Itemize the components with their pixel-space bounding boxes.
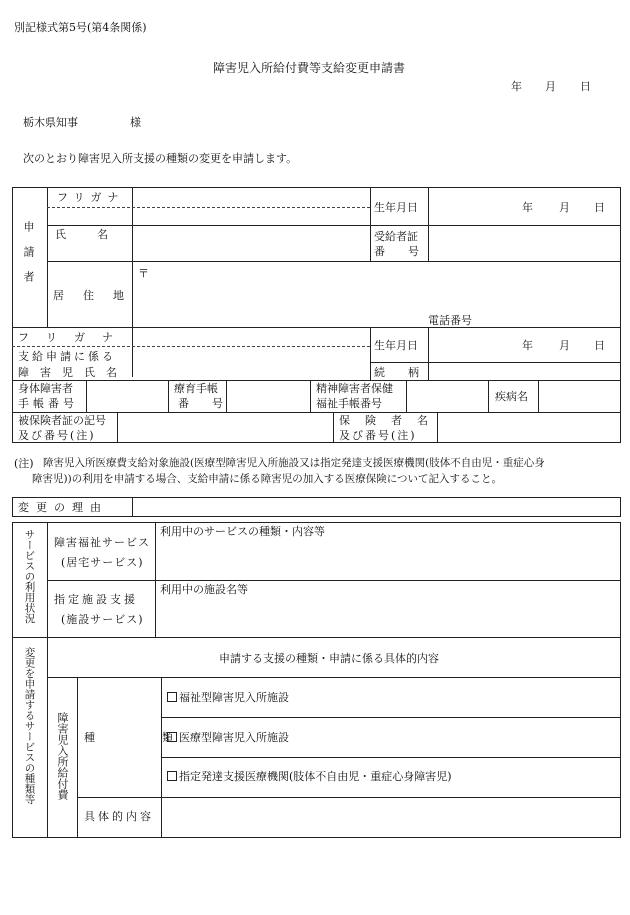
facility-support-label: 指定施設支援 bbox=[54, 593, 138, 606]
details-label: 具体的内容 bbox=[84, 810, 154, 823]
applicant-birth-day: 日 bbox=[594, 201, 605, 214]
page-title: 障害児入所給付費等支給変更申請書 bbox=[213, 61, 406, 75]
insured-label-2: 及び番号(注) bbox=[18, 429, 96, 442]
disease-label: 疾病名 bbox=[495, 390, 528, 403]
checkbox-icon[interactable] bbox=[167, 692, 177, 702]
applicant-furigana-label: フリガナ bbox=[57, 191, 125, 204]
option-welfare-facility[interactable]: 福祉型障害児入所施設 bbox=[167, 692, 289, 703]
child-furigana-label: フ リ ガ ナ bbox=[18, 331, 116, 344]
date-month: 月 bbox=[545, 80, 556, 93]
phone-label: 電話番号 bbox=[428, 314, 472, 327]
physical-handbook-label-1: 身体障害者 bbox=[18, 382, 73, 395]
facility-support-sub: (施設サービス) bbox=[61, 613, 144, 626]
note-line-2: 障害児))の利用を申請する場合、支給申請に係る障害児の加入する医療保険について記入すること。 bbox=[32, 473, 502, 485]
physical-handbook-label-2: 手帳番号 bbox=[18, 397, 78, 410]
insurer-label-1: 保 険 者 名 bbox=[339, 414, 430, 427]
date-year: 年 bbox=[511, 80, 522, 93]
note-label: (注) bbox=[14, 457, 34, 470]
service-table bbox=[12, 522, 621, 838]
child-birth-label: 生年月日 bbox=[374, 339, 418, 352]
usage-section-label: サービスの利用状況 bbox=[23, 529, 36, 624]
facility-support-note: 利用中の施設名等 bbox=[160, 583, 248, 596]
child-birth-day: 日 bbox=[594, 339, 605, 352]
rehab-handbook-label-2: 番 号 bbox=[178, 397, 229, 410]
rehab-handbook-label-1: 療育手帳 bbox=[174, 382, 218, 395]
type-label: 種 類 bbox=[84, 731, 201, 744]
welfare-service-label: 障害福祉サービス bbox=[54, 536, 150, 549]
recipient-cert-label-2: 番 号 bbox=[374, 245, 425, 258]
date-day: 日 bbox=[580, 80, 591, 93]
insurer-label-2: 及び番号(注) bbox=[339, 429, 417, 442]
option-medical-institution[interactable]: 指定発達支援医療機関(肢体不自由児・重症心身障害児) bbox=[167, 771, 452, 782]
mental-handbook-label-2: 福祉手帳番号 bbox=[316, 397, 382, 410]
applicant-birth-year: 年 bbox=[522, 201, 533, 214]
option-medical-facility[interactable]: 医療型障害児入所施設 bbox=[167, 732, 289, 743]
welfare-service-note: 利用中のサービスの種類・内容等 bbox=[160, 525, 325, 538]
form-code: 別記様式第5号(第4条関係) bbox=[14, 21, 147, 34]
change-header: 申請する支援の種類・申請に係る具体的内容 bbox=[219, 652, 439, 665]
change-reason-label: 変更の理由 bbox=[18, 501, 108, 514]
note-line-1: 障害児入所医療費支給対象施設(医療型障害児入所施設又は指定発達支援医療機関(肢体不自由児・重症心身 bbox=[43, 457, 545, 469]
mental-handbook-label-1: 精神障害者保健 bbox=[316, 382, 393, 395]
child-relation-label: 続 柄 bbox=[374, 366, 425, 379]
intro-text: 次のとおり障害児入所支援の種類の変更を申請します。 bbox=[23, 152, 298, 165]
addressee-honorific: 様 bbox=[130, 116, 141, 129]
addressee-name: 栃木県知事 bbox=[23, 116, 78, 129]
recipient-cert-label-1: 受給者証 bbox=[374, 230, 418, 243]
applicant-address-label: 居 住 地 bbox=[53, 289, 128, 302]
applicant-name-label: 氏 名 bbox=[55, 228, 118, 241]
applicant-section-label: 申請者 bbox=[22, 221, 35, 296]
child-birth-month: 月 bbox=[559, 339, 570, 352]
child-name-label-1: 支給申請に係る bbox=[18, 350, 116, 363]
child-birth-year: 年 bbox=[522, 339, 533, 352]
change-section-label: 変更を申請するサービスの種類等 bbox=[23, 647, 36, 805]
welfare-service-sub: (居宅サービス) bbox=[61, 556, 144, 569]
checkbox-icon[interactable] bbox=[167, 771, 177, 781]
postal-mark: 〒 bbox=[138, 267, 149, 280]
child-name-label-2: 障害児氏名 bbox=[18, 366, 128, 379]
applicant-birth-month: 月 bbox=[559, 201, 570, 214]
insured-label-1: 被保険者証の記号 bbox=[18, 414, 106, 427]
benefit-label: 障害児入所給付費 bbox=[56, 712, 69, 800]
checkbox-icon[interactable] bbox=[167, 732, 177, 742]
applicant-birth-label: 生年月日 bbox=[374, 201, 418, 214]
